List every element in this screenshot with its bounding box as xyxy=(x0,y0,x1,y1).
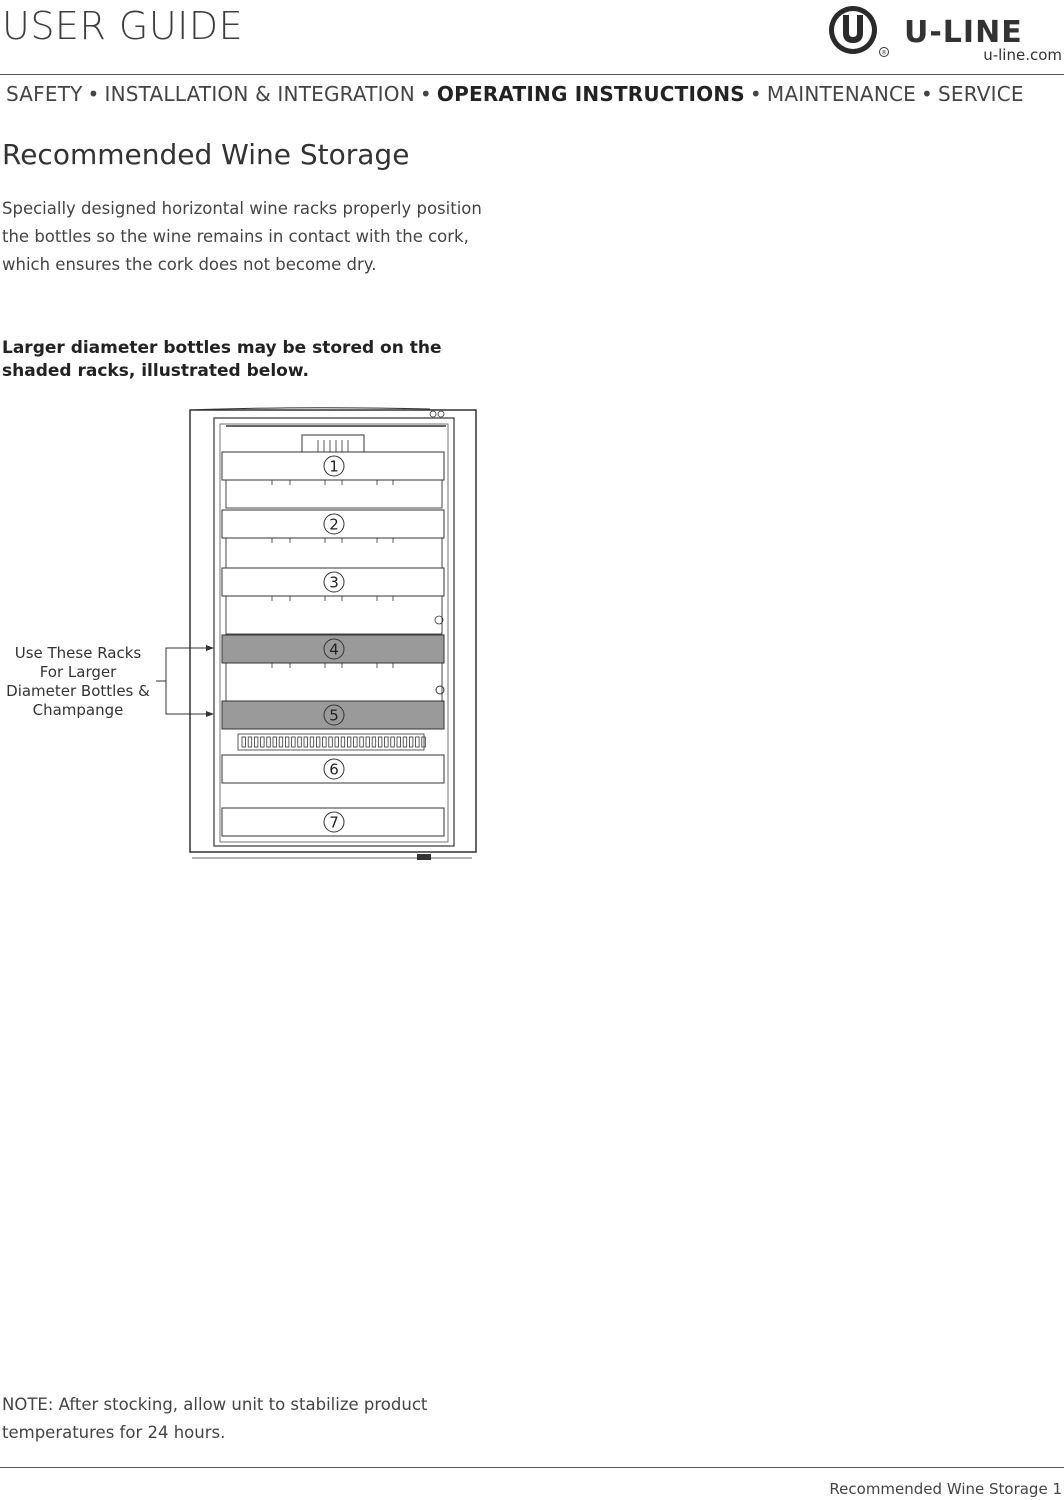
header-divider xyxy=(0,74,1064,75)
wine-rack-4 xyxy=(222,635,444,701)
nav-item-safety[interactable]: SAFETY xyxy=(6,82,83,106)
site-url[interactable]: u-line.com xyxy=(983,46,1062,64)
rack-number-label: 2 xyxy=(329,515,339,534)
nav-item-maintenance[interactable]: MAINTENANCE xyxy=(766,82,916,106)
page-footer: Recommended Wine Storage 1 xyxy=(829,1480,1062,1498)
rack-number-label: 3 xyxy=(329,573,339,592)
nav-separator: • xyxy=(920,82,933,106)
larger-bottles-callout: Use These Racks For Larger Diameter Bottles & Champange xyxy=(6,644,150,719)
stocking-note: NOTE: After stocking, allow unit to stabilize product temperatures for 24 hours. xyxy=(2,1395,428,1442)
nav-item-service[interactable]: SERVICE xyxy=(937,82,1024,106)
brand-wordmark: U-LINE xyxy=(904,15,1023,50)
wine-rack-diagram xyxy=(150,400,490,870)
wine-rack-5 xyxy=(222,701,444,729)
rack-number-label: 4 xyxy=(329,640,339,659)
rack-body xyxy=(226,596,442,634)
svg-text:®: ® xyxy=(881,49,887,57)
section-title: Recommended Wine Storage xyxy=(2,138,410,171)
nav-item-operating-instructions[interactable]: OPERATING INSTRUCTIONS xyxy=(436,82,745,106)
rack-body xyxy=(226,480,442,508)
guide-title: USER GUIDE xyxy=(2,4,244,48)
rack-body xyxy=(226,538,442,568)
rack-number-label: 7 xyxy=(329,813,339,832)
footer-divider xyxy=(0,1467,1064,1468)
shaded-racks-note: Larger diameter bottles may be stored on the shaded racks, illustrated below. xyxy=(2,338,442,381)
wine-rack-7 xyxy=(222,808,444,836)
wine-rack-2 xyxy=(222,510,444,568)
nav-separator: • xyxy=(749,82,762,106)
section-nav xyxy=(6,82,1024,106)
rack-number-label: 6 xyxy=(329,760,339,779)
nav-item-installation[interactable]: INSTALLATION & INTEGRATION xyxy=(104,82,415,106)
nav-separator: • xyxy=(87,82,100,106)
nav-separator: • xyxy=(419,82,432,106)
wine-rack-1 xyxy=(222,452,444,508)
rack-number-label: 5 xyxy=(329,706,339,725)
intro-paragraph: Specially designed horizontal wine racks properly position the bottles so the wine remains in contact with the cork, which ensures the cork does not become dry. xyxy=(2,199,482,274)
wine-rack-6 xyxy=(222,755,444,783)
wine-rack-3 xyxy=(222,568,444,634)
rack-body xyxy=(226,663,442,701)
rack-number-label: 1 xyxy=(329,457,339,476)
